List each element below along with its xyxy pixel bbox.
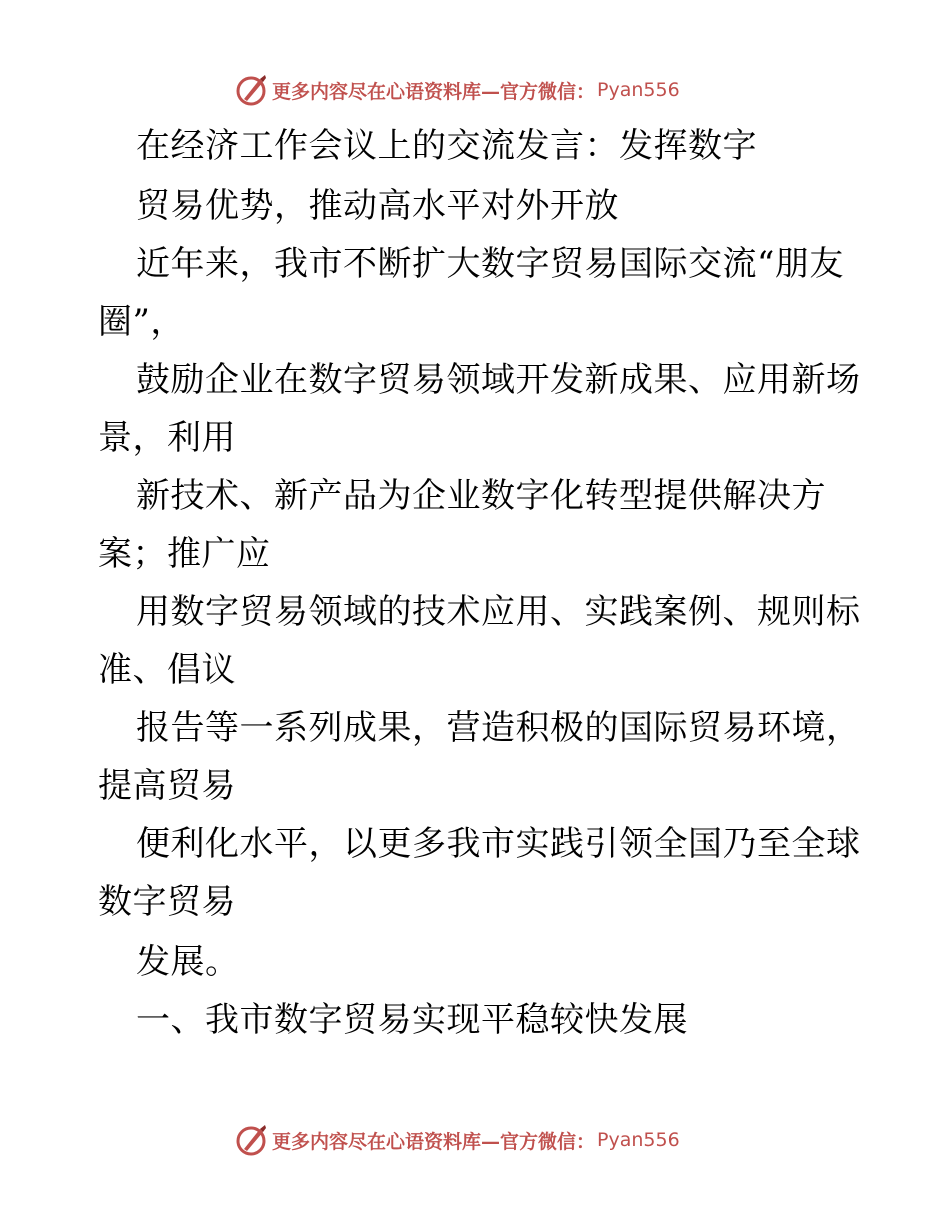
paragraph-1-line-1: 近年来，我市不断扩大数字贸易国际交流“朋友 bbox=[136, 244, 844, 284]
paragraph-4-line-1: 用数字贸易领域的技术应用、实践案例、规则标 bbox=[136, 592, 861, 632]
paragraph-4-line-2: 准、倡议 bbox=[98, 650, 236, 690]
paragraph-6-line-2: 数字贸易 bbox=[98, 882, 236, 922]
watermark-wechat-id: Pyan556 bbox=[597, 79, 680, 101]
paragraph-5-line-1: 报告等一系列成果，营造积极的国际贸易环境， bbox=[136, 708, 861, 748]
header-watermark bbox=[234, 72, 680, 108]
quill-pen-logo-icon bbox=[234, 1123, 268, 1157]
paragraph-2-line-2: 景，利用 bbox=[98, 418, 236, 458]
paragraph-2-line-1: 鼓励企业在数字贸易领域开发新成果、应用新场 bbox=[136, 360, 861, 400]
section-heading-1: 一、我市数字贸易实现平稳较快发展 bbox=[136, 1000, 688, 1040]
watermark-wechat-id: Pyan556 bbox=[597, 1129, 680, 1151]
paragraph-5-line-2: 提高贸易 bbox=[98, 766, 236, 806]
quill-pen-logo-icon bbox=[234, 73, 268, 107]
document-title-line-2: 贸易优势，推动高水平对外开放 bbox=[136, 186, 619, 226]
paragraph-1-line-2: 圈”， bbox=[98, 302, 185, 342]
paragraph-3-line-1: 新技术、新产品为企业数字化转型提供解决方 bbox=[136, 476, 826, 516]
paragraph-6-line-1: 便利化水平，以更多我市实践引领全国乃至全球 bbox=[136, 824, 861, 864]
paragraph-3-line-2: 案；推广应 bbox=[98, 534, 271, 574]
watermark-text: 更多内容尽在心语资料库—官方微信： bbox=[272, 80, 596, 103]
footer-watermark bbox=[234, 1122, 680, 1158]
watermark-text: 更多内容尽在心语资料库—官方微信： bbox=[272, 1130, 596, 1153]
paragraph-7-line-1: 发展。 bbox=[136, 942, 240, 982]
document-title-line-1: 在经济工作会议上的交流发言：发挥数字 bbox=[136, 126, 757, 166]
